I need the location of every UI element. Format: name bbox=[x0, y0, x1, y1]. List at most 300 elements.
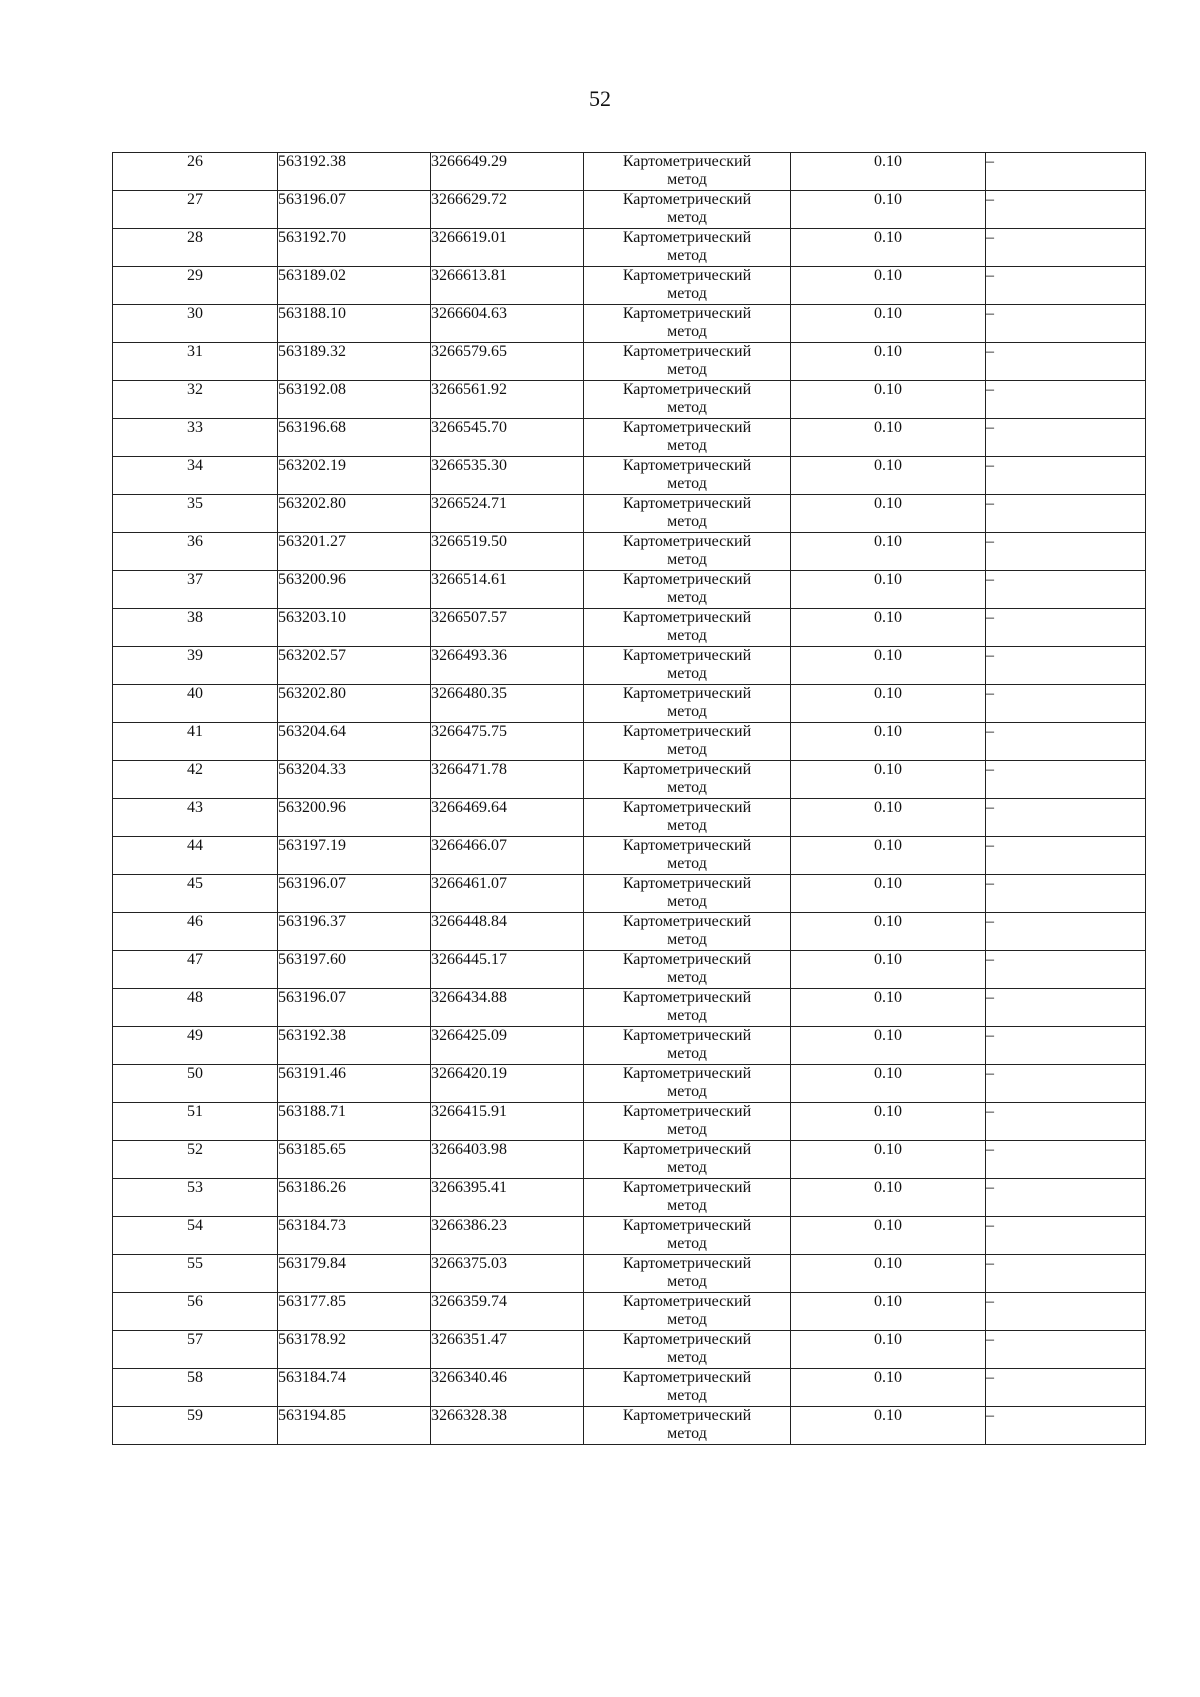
accuracy-cell: 0.10 bbox=[791, 951, 986, 989]
table-body bbox=[113, 153, 1146, 1445]
method-cell bbox=[584, 1369, 791, 1407]
method-text: метод bbox=[667, 1159, 707, 1176]
accuracy-cell: 0.10 bbox=[791, 229, 986, 267]
y-coordinate-cell: 3266480.35 bbox=[431, 685, 584, 723]
method-text: метод bbox=[667, 1197, 707, 1214]
table-row bbox=[113, 761, 1146, 799]
x-coordinate-cell: 563189.02 bbox=[278, 267, 431, 305]
method-text: Картометрический bbox=[622, 305, 752, 322]
x-coordinate-cell: 563200.96 bbox=[278, 571, 431, 609]
table-row bbox=[113, 533, 1146, 571]
table-row bbox=[113, 1027, 1146, 1065]
table-row bbox=[113, 685, 1146, 723]
accuracy-cell: 0.10 bbox=[791, 837, 986, 875]
method-cell bbox=[584, 533, 791, 571]
method-cell bbox=[584, 343, 791, 381]
y-coordinate-cell: 3266403.98 bbox=[431, 1141, 584, 1179]
x-coordinate-cell: 563196.37 bbox=[278, 913, 431, 951]
accuracy-cell: 0.10 bbox=[791, 989, 986, 1027]
x-coordinate-cell: 563177.85 bbox=[278, 1293, 431, 1331]
accuracy-cell: 0.10 bbox=[791, 1407, 986, 1445]
point-number-cell: 46 bbox=[113, 913, 278, 951]
method-text: Картометрический bbox=[622, 609, 752, 626]
method-text: метод bbox=[667, 437, 707, 454]
method-cell bbox=[584, 1255, 791, 1293]
note-cell: – bbox=[986, 1179, 1146, 1217]
note-cell: – bbox=[986, 913, 1146, 951]
method-text: метод bbox=[667, 1273, 707, 1290]
method-text: метод bbox=[667, 1311, 707, 1328]
table-row bbox=[113, 267, 1146, 305]
point-number-cell: 50 bbox=[113, 1065, 278, 1103]
method-cell bbox=[584, 1331, 791, 1369]
note-cell: – bbox=[986, 343, 1146, 381]
y-coordinate-cell: 3266466.07 bbox=[431, 837, 584, 875]
method-text: Картометрический bbox=[622, 267, 752, 284]
point-number-cell: 52 bbox=[113, 1141, 278, 1179]
method-text: Картометрический bbox=[622, 1255, 752, 1272]
x-coordinate-cell: 563189.32 bbox=[278, 343, 431, 381]
y-coordinate-cell: 3266328.38 bbox=[431, 1407, 584, 1445]
note-cell: – bbox=[986, 951, 1146, 989]
accuracy-cell: 0.10 bbox=[791, 723, 986, 761]
method-text: метод bbox=[667, 855, 707, 872]
x-coordinate-cell: 563192.08 bbox=[278, 381, 431, 419]
y-coordinate-cell: 3266545.70 bbox=[431, 419, 584, 457]
method-text: метод bbox=[667, 703, 707, 720]
method-cell bbox=[584, 913, 791, 951]
method-text: метод bbox=[667, 665, 707, 682]
accuracy-cell: 0.10 bbox=[791, 609, 986, 647]
method-text: метод bbox=[667, 1045, 707, 1062]
table-row bbox=[113, 571, 1146, 609]
point-number-cell: 37 bbox=[113, 571, 278, 609]
point-number-cell: 31 bbox=[113, 343, 278, 381]
note-cell: – bbox=[986, 305, 1146, 343]
method-cell bbox=[584, 1407, 791, 1445]
point-number-cell: 57 bbox=[113, 1331, 278, 1369]
y-coordinate-cell: 3266395.41 bbox=[431, 1179, 584, 1217]
y-coordinate-cell: 3266386.23 bbox=[431, 1217, 584, 1255]
method-cell bbox=[584, 1217, 791, 1255]
accuracy-cell: 0.10 bbox=[791, 1293, 986, 1331]
x-coordinate-cell: 563188.10 bbox=[278, 305, 431, 343]
x-coordinate-cell: 563178.92 bbox=[278, 1331, 431, 1369]
method-text: метод bbox=[667, 171, 707, 188]
note-cell: – bbox=[986, 495, 1146, 533]
table-row bbox=[113, 875, 1146, 913]
note-cell: – bbox=[986, 191, 1146, 229]
method-text: Картометрический bbox=[622, 1293, 752, 1310]
method-text: метод bbox=[667, 1387, 707, 1404]
method-text: Картометрический bbox=[622, 1217, 752, 1234]
point-number-cell: 45 bbox=[113, 875, 278, 913]
method-text: метод bbox=[667, 969, 707, 986]
y-coordinate-cell: 3266351.47 bbox=[431, 1331, 584, 1369]
method-text: метод bbox=[667, 1121, 707, 1138]
table-row bbox=[113, 1103, 1146, 1141]
point-number-cell: 35 bbox=[113, 495, 278, 533]
y-coordinate-cell: 3266514.61 bbox=[431, 571, 584, 609]
method-cell bbox=[584, 609, 791, 647]
x-coordinate-cell: 563201.27 bbox=[278, 533, 431, 571]
method-text: Картометрический bbox=[622, 571, 752, 588]
method-text: Картометрический bbox=[622, 951, 752, 968]
point-number-cell: 26 bbox=[113, 153, 278, 191]
accuracy-cell: 0.10 bbox=[791, 457, 986, 495]
y-coordinate-cell: 3266448.84 bbox=[431, 913, 584, 951]
accuracy-cell: 0.10 bbox=[791, 875, 986, 913]
x-coordinate-cell: 563191.46 bbox=[278, 1065, 431, 1103]
method-cell bbox=[584, 1293, 791, 1331]
y-coordinate-cell: 3266340.46 bbox=[431, 1369, 584, 1407]
accuracy-cell: 0.10 bbox=[791, 1217, 986, 1255]
point-number-cell: 32 bbox=[113, 381, 278, 419]
method-text: метод bbox=[667, 247, 707, 264]
y-coordinate-cell: 3266420.19 bbox=[431, 1065, 584, 1103]
x-coordinate-cell: 563197.60 bbox=[278, 951, 431, 989]
method-text: метод bbox=[667, 1425, 707, 1442]
table-row bbox=[113, 305, 1146, 343]
y-coordinate-cell: 3266619.01 bbox=[431, 229, 584, 267]
y-coordinate-cell: 3266434.88 bbox=[431, 989, 584, 1027]
method-cell bbox=[584, 1027, 791, 1065]
accuracy-cell: 0.10 bbox=[791, 1103, 986, 1141]
point-number-cell: 44 bbox=[113, 837, 278, 875]
point-number-cell: 54 bbox=[113, 1217, 278, 1255]
note-cell: – bbox=[986, 1065, 1146, 1103]
method-text: Картометрический bbox=[622, 191, 752, 208]
accuracy-cell: 0.10 bbox=[791, 1141, 986, 1179]
point-number-cell: 27 bbox=[113, 191, 278, 229]
note-cell: – bbox=[986, 457, 1146, 495]
method-text: метод bbox=[667, 361, 707, 378]
note-cell: – bbox=[986, 761, 1146, 799]
accuracy-cell: 0.10 bbox=[791, 1369, 986, 1407]
method-cell bbox=[584, 951, 791, 989]
method-text: Картометрический bbox=[622, 1331, 752, 1348]
point-number-cell: 43 bbox=[113, 799, 278, 837]
y-coordinate-cell: 3266561.92 bbox=[431, 381, 584, 419]
table-row bbox=[113, 951, 1146, 989]
table-row bbox=[113, 153, 1146, 191]
point-number-cell: 30 bbox=[113, 305, 278, 343]
method-cell bbox=[584, 267, 791, 305]
note-cell: – bbox=[986, 229, 1146, 267]
table-row bbox=[113, 1141, 1146, 1179]
table-row bbox=[113, 343, 1146, 381]
method-cell bbox=[584, 875, 791, 913]
method-text: метод bbox=[667, 513, 707, 530]
table-row bbox=[113, 1065, 1146, 1103]
point-number-cell: 58 bbox=[113, 1369, 278, 1407]
y-coordinate-cell: 3266461.07 bbox=[431, 875, 584, 913]
method-text: метод bbox=[667, 323, 707, 340]
note-cell: – bbox=[986, 647, 1146, 685]
method-cell bbox=[584, 837, 791, 875]
method-text: Картометрический bbox=[622, 1141, 752, 1158]
method-cell bbox=[584, 799, 791, 837]
accuracy-cell: 0.10 bbox=[791, 1179, 986, 1217]
x-coordinate-cell: 563196.07 bbox=[278, 989, 431, 1027]
accuracy-cell: 0.10 bbox=[791, 495, 986, 533]
accuracy-cell: 0.10 bbox=[791, 191, 986, 229]
method-text: метод bbox=[667, 1007, 707, 1024]
y-coordinate-cell: 3266493.36 bbox=[431, 647, 584, 685]
x-coordinate-cell: 563202.57 bbox=[278, 647, 431, 685]
table-row bbox=[113, 229, 1146, 267]
note-cell: – bbox=[986, 609, 1146, 647]
coordinates-table bbox=[112, 152, 1146, 1445]
note-cell: – bbox=[986, 989, 1146, 1027]
x-coordinate-cell: 563184.74 bbox=[278, 1369, 431, 1407]
point-number-cell: 40 bbox=[113, 685, 278, 723]
x-coordinate-cell: 563194.85 bbox=[278, 1407, 431, 1445]
accuracy-cell: 0.10 bbox=[791, 419, 986, 457]
method-text: метод bbox=[667, 627, 707, 644]
y-coordinate-cell: 3266604.63 bbox=[431, 305, 584, 343]
x-coordinate-cell: 563186.26 bbox=[278, 1179, 431, 1217]
x-coordinate-cell: 563202.80 bbox=[278, 495, 431, 533]
y-coordinate-cell: 3266425.09 bbox=[431, 1027, 584, 1065]
method-text: Картометрический bbox=[622, 1027, 752, 1044]
point-number-cell: 47 bbox=[113, 951, 278, 989]
x-coordinate-cell: 563202.19 bbox=[278, 457, 431, 495]
method-text: Картометрический bbox=[622, 533, 752, 550]
y-coordinate-cell: 3266519.50 bbox=[431, 533, 584, 571]
table-row bbox=[113, 647, 1146, 685]
method-text: метод bbox=[667, 817, 707, 834]
point-number-cell: 53 bbox=[113, 1179, 278, 1217]
method-text: Картометрический bbox=[622, 495, 752, 512]
y-coordinate-cell: 3266535.30 bbox=[431, 457, 584, 495]
point-number-cell: 59 bbox=[113, 1407, 278, 1445]
method-text: Картометрический bbox=[622, 381, 752, 398]
method-text: Картометрический bbox=[622, 1179, 752, 1196]
method-text: метод bbox=[667, 1235, 707, 1252]
x-coordinate-cell: 563192.70 bbox=[278, 229, 431, 267]
note-cell: – bbox=[986, 533, 1146, 571]
accuracy-cell: 0.10 bbox=[791, 267, 986, 305]
y-coordinate-cell: 3266507.57 bbox=[431, 609, 584, 647]
note-cell: – bbox=[986, 381, 1146, 419]
method-cell bbox=[584, 685, 791, 723]
table-row bbox=[113, 1179, 1146, 1217]
method-text: метод bbox=[667, 589, 707, 606]
page-number: 52 bbox=[589, 86, 611, 111]
x-coordinate-cell: 563179.84 bbox=[278, 1255, 431, 1293]
method-cell bbox=[584, 1065, 791, 1103]
method-cell bbox=[584, 1141, 791, 1179]
method-cell bbox=[584, 419, 791, 457]
method-text: метод bbox=[667, 1083, 707, 1100]
point-number-cell: 49 bbox=[113, 1027, 278, 1065]
note-cell: – bbox=[986, 875, 1146, 913]
method-cell bbox=[584, 229, 791, 267]
method-text: метод bbox=[667, 893, 707, 910]
accuracy-cell: 0.10 bbox=[791, 913, 986, 951]
method-cell bbox=[584, 495, 791, 533]
method-text: Картометрический bbox=[622, 799, 752, 816]
table-row bbox=[113, 1407, 1146, 1445]
note-cell: – bbox=[986, 799, 1146, 837]
x-coordinate-cell: 563204.33 bbox=[278, 761, 431, 799]
method-text: метод bbox=[667, 209, 707, 226]
accuracy-cell: 0.10 bbox=[791, 1027, 986, 1065]
method-cell bbox=[584, 1179, 791, 1217]
method-cell bbox=[584, 571, 791, 609]
y-coordinate-cell: 3266359.74 bbox=[431, 1293, 584, 1331]
accuracy-cell: 0.10 bbox=[791, 153, 986, 191]
note-cell: – bbox=[986, 1141, 1146, 1179]
point-number-cell: 28 bbox=[113, 229, 278, 267]
method-text: Картометрический bbox=[622, 989, 752, 1006]
method-text: метод bbox=[667, 1349, 707, 1366]
y-coordinate-cell: 3266469.64 bbox=[431, 799, 584, 837]
note-cell: – bbox=[986, 685, 1146, 723]
table-row bbox=[113, 913, 1146, 951]
method-text: Картометрический bbox=[622, 913, 752, 930]
accuracy-cell: 0.10 bbox=[791, 571, 986, 609]
table-row bbox=[113, 419, 1146, 457]
accuracy-cell: 0.10 bbox=[791, 1331, 986, 1369]
method-cell bbox=[584, 1103, 791, 1141]
method-text: метод bbox=[667, 741, 707, 758]
method-text: метод bbox=[667, 779, 707, 796]
method-text: Картометрический bbox=[622, 647, 752, 664]
method-text: Картометрический bbox=[622, 229, 752, 246]
method-text: метод bbox=[667, 551, 707, 568]
note-cell: – bbox=[986, 1293, 1146, 1331]
accuracy-cell: 0.10 bbox=[791, 799, 986, 837]
table-row bbox=[113, 723, 1146, 761]
table-row bbox=[113, 799, 1146, 837]
method-text: метод bbox=[667, 285, 707, 302]
point-number-cell: 55 bbox=[113, 1255, 278, 1293]
point-number-cell: 42 bbox=[113, 761, 278, 799]
method-text: Картометрический bbox=[622, 1103, 752, 1120]
method-text: Картометрический bbox=[622, 723, 752, 740]
point-number-cell: 38 bbox=[113, 609, 278, 647]
method-text: Картометрический bbox=[622, 1065, 752, 1082]
table-row bbox=[113, 191, 1146, 229]
accuracy-cell: 0.10 bbox=[791, 305, 986, 343]
note-cell: – bbox=[986, 1103, 1146, 1141]
point-number-cell: 51 bbox=[113, 1103, 278, 1141]
note-cell: – bbox=[986, 837, 1146, 875]
x-coordinate-cell: 563197.19 bbox=[278, 837, 431, 875]
table-row bbox=[113, 457, 1146, 495]
accuracy-cell: 0.10 bbox=[791, 685, 986, 723]
table-row bbox=[113, 495, 1146, 533]
point-number-cell: 36 bbox=[113, 533, 278, 571]
note-cell: – bbox=[986, 1027, 1146, 1065]
table-row bbox=[113, 381, 1146, 419]
x-coordinate-cell: 563203.10 bbox=[278, 609, 431, 647]
note-cell: – bbox=[986, 1331, 1146, 1369]
y-coordinate-cell: 3266579.65 bbox=[431, 343, 584, 381]
y-coordinate-cell: 3266471.78 bbox=[431, 761, 584, 799]
accuracy-cell: 0.10 bbox=[791, 533, 986, 571]
x-coordinate-cell: 563196.07 bbox=[278, 875, 431, 913]
method-text: Картометрический bbox=[622, 1369, 752, 1386]
note-cell: – bbox=[986, 1369, 1146, 1407]
method-text: Картометрический bbox=[622, 457, 752, 474]
method-cell bbox=[584, 457, 791, 495]
method-text: Картометрический bbox=[622, 685, 752, 702]
x-coordinate-cell: 563192.38 bbox=[278, 1027, 431, 1065]
y-coordinate-cell: 3266375.03 bbox=[431, 1255, 584, 1293]
x-coordinate-cell: 563196.07 bbox=[278, 191, 431, 229]
method-text: метод bbox=[667, 475, 707, 492]
y-coordinate-cell: 3266415.91 bbox=[431, 1103, 584, 1141]
accuracy-cell: 0.10 bbox=[791, 343, 986, 381]
table-row bbox=[113, 837, 1146, 875]
x-coordinate-cell: 563188.71 bbox=[278, 1103, 431, 1141]
method-text: Картометрический bbox=[622, 419, 752, 436]
note-cell: – bbox=[986, 1407, 1146, 1445]
table-row bbox=[113, 1293, 1146, 1331]
accuracy-cell: 0.10 bbox=[791, 647, 986, 685]
table-row bbox=[113, 1331, 1146, 1369]
note-cell: – bbox=[986, 1217, 1146, 1255]
note-cell: – bbox=[986, 267, 1146, 305]
point-number-cell: 48 bbox=[113, 989, 278, 1027]
y-coordinate-cell: 3266445.17 bbox=[431, 951, 584, 989]
table-row bbox=[113, 989, 1146, 1027]
method-cell bbox=[584, 305, 791, 343]
point-number-cell: 34 bbox=[113, 457, 278, 495]
accuracy-cell: 0.10 bbox=[791, 1065, 986, 1103]
method-text: метод bbox=[667, 931, 707, 948]
accuracy-cell: 0.10 bbox=[791, 381, 986, 419]
method-text: Картометрический bbox=[622, 153, 752, 170]
accuracy-cell: 0.10 bbox=[791, 1255, 986, 1293]
note-cell: – bbox=[986, 571, 1146, 609]
table-row bbox=[113, 609, 1146, 647]
x-coordinate-cell: 563204.64 bbox=[278, 723, 431, 761]
point-number-cell: 29 bbox=[113, 267, 278, 305]
method-text: метод bbox=[667, 399, 707, 416]
x-coordinate-cell: 563185.65 bbox=[278, 1141, 431, 1179]
note-cell: – bbox=[986, 723, 1146, 761]
note-cell: – bbox=[986, 153, 1146, 191]
table-row bbox=[113, 1369, 1146, 1407]
method-cell bbox=[584, 989, 791, 1027]
method-cell bbox=[584, 647, 791, 685]
table-row bbox=[113, 1217, 1146, 1255]
y-coordinate-cell: 3266475.75 bbox=[431, 723, 584, 761]
method-cell bbox=[584, 723, 791, 761]
y-coordinate-cell: 3266649.29 bbox=[431, 153, 584, 191]
x-coordinate-cell: 563192.38 bbox=[278, 153, 431, 191]
method-text: Картометрический bbox=[622, 875, 752, 892]
accuracy-cell: 0.10 bbox=[791, 761, 986, 799]
method-text: Картометрический bbox=[622, 1407, 752, 1424]
point-number-cell: 56 bbox=[113, 1293, 278, 1331]
x-coordinate-cell: 563200.96 bbox=[278, 799, 431, 837]
x-coordinate-cell: 563196.68 bbox=[278, 419, 431, 457]
method-cell bbox=[584, 191, 791, 229]
method-text: Картометрический bbox=[622, 837, 752, 854]
method-text: Картометрический bbox=[622, 761, 752, 778]
note-cell: – bbox=[986, 1255, 1146, 1293]
x-coordinate-cell: 563184.73 bbox=[278, 1217, 431, 1255]
y-coordinate-cell: 3266524.71 bbox=[431, 495, 584, 533]
method-text: Картометрический bbox=[622, 343, 752, 360]
table-row bbox=[113, 1255, 1146, 1293]
x-coordinate-cell: 563202.80 bbox=[278, 685, 431, 723]
